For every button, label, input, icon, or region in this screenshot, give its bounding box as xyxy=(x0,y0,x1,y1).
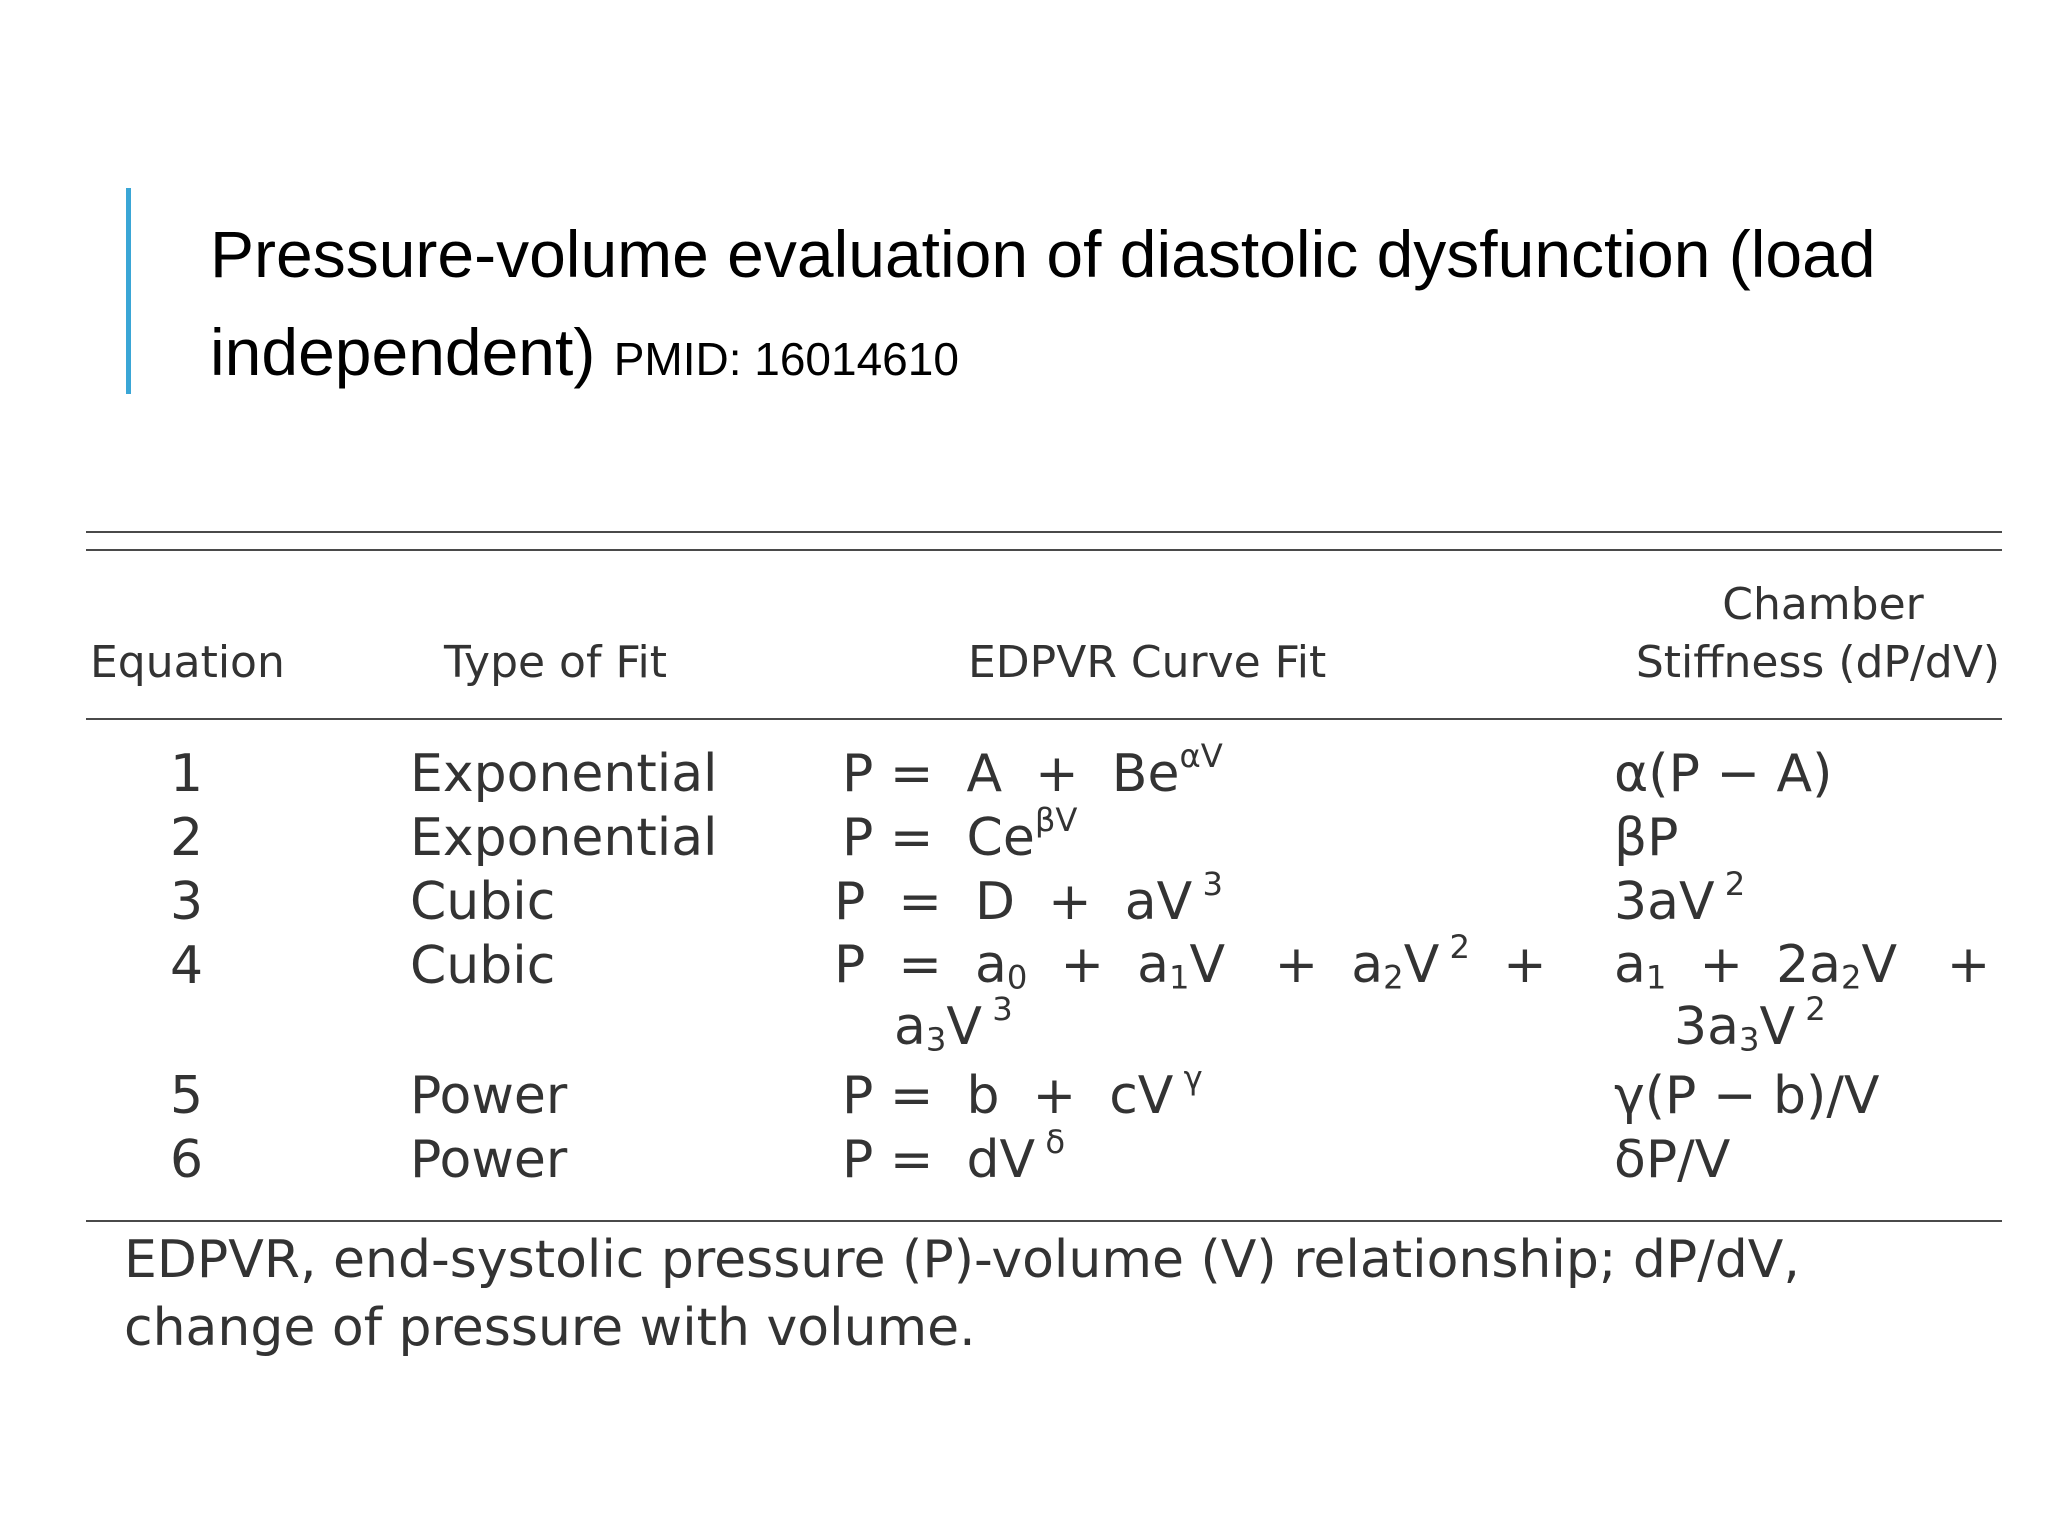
header-type-of-fit: Type of Fit xyxy=(444,637,668,688)
row-1-equation: 1 xyxy=(170,744,204,804)
row-5-stiffness: γ(P − b)/V xyxy=(1614,1066,1880,1126)
slide-title xyxy=(210,205,2010,408)
row-4-type: Cubic xyxy=(410,936,556,996)
row-2-curve-fit: $P = Ce^{\beta V}$ xyxy=(842,800,1078,868)
row-5-type: Power xyxy=(410,1066,568,1126)
table-bottom-rule xyxy=(86,1220,2002,1222)
row-3-type: Cubic xyxy=(410,872,556,932)
row-2-type: Exponential xyxy=(410,808,718,868)
table-footnote: EDPVR, end-systolic pressure (P)-volume (V) relationship; dP/dV, change of pressure with volume. xyxy=(124,1230,1800,1358)
header-chamber-stiffness-line2: Stiffness (dP/dV) xyxy=(1635,637,2000,688)
header-equation: Equation xyxy=(90,637,285,688)
table-top-rule-double xyxy=(86,549,2002,551)
row-1-curve-fit: $P = A + Be^{\alpha V}$ xyxy=(842,736,1223,804)
header-chamber-stiffness-line1: Chamber xyxy=(1722,579,1924,630)
header-edpvr-curve-fit: EDPVR Curve Fit xyxy=(968,637,1327,688)
row-3-stiffness: 3aV $^2$ xyxy=(1614,864,1746,932)
title-accent-bar xyxy=(126,188,131,394)
row-1-stiffness: α(P − A) xyxy=(1614,744,1833,804)
row-3-equation: 3 xyxy=(170,872,204,932)
row-6-equation: 6 xyxy=(170,1130,204,1190)
row-2-stiffness: βP xyxy=(1614,808,1679,868)
row-4-curve-fit: $P = a_0 + a_1V + a_2V$ $^2$ + $a_3V$ $^3$ xyxy=(834,927,1547,1059)
header-bottom-rule xyxy=(86,718,2002,720)
slide-title-text: Pressure-volume evaluation of diastolic dysfunction (load independent) xyxy=(210,217,1876,389)
row-3-curve-fit: P = D + aV $^3$ xyxy=(834,864,1223,932)
row-5-equation: 5 xyxy=(170,1066,204,1126)
header-chamber-stiffness xyxy=(1616,576,2000,692)
row-6-type: Power xyxy=(410,1130,568,1190)
row-4-stiffness: $a_1 + 2a_2V$ + $3a_3V$ $^2$ xyxy=(1614,935,1991,1059)
row-6-curve-fit: P = dV $^\delta$ xyxy=(842,1122,1066,1190)
row-5-curve-fit: P = b + cV $^\gamma$ xyxy=(842,1058,1203,1126)
row-2-equation: 2 xyxy=(170,808,204,868)
row-4-equation: 4 xyxy=(170,936,204,996)
table-top-rule xyxy=(86,531,2002,533)
row-6-stiffness: δP/V xyxy=(1614,1130,1731,1190)
row-1-type: Exponential xyxy=(410,744,718,804)
pmid-reference: PMID: 16014610 xyxy=(613,333,959,385)
